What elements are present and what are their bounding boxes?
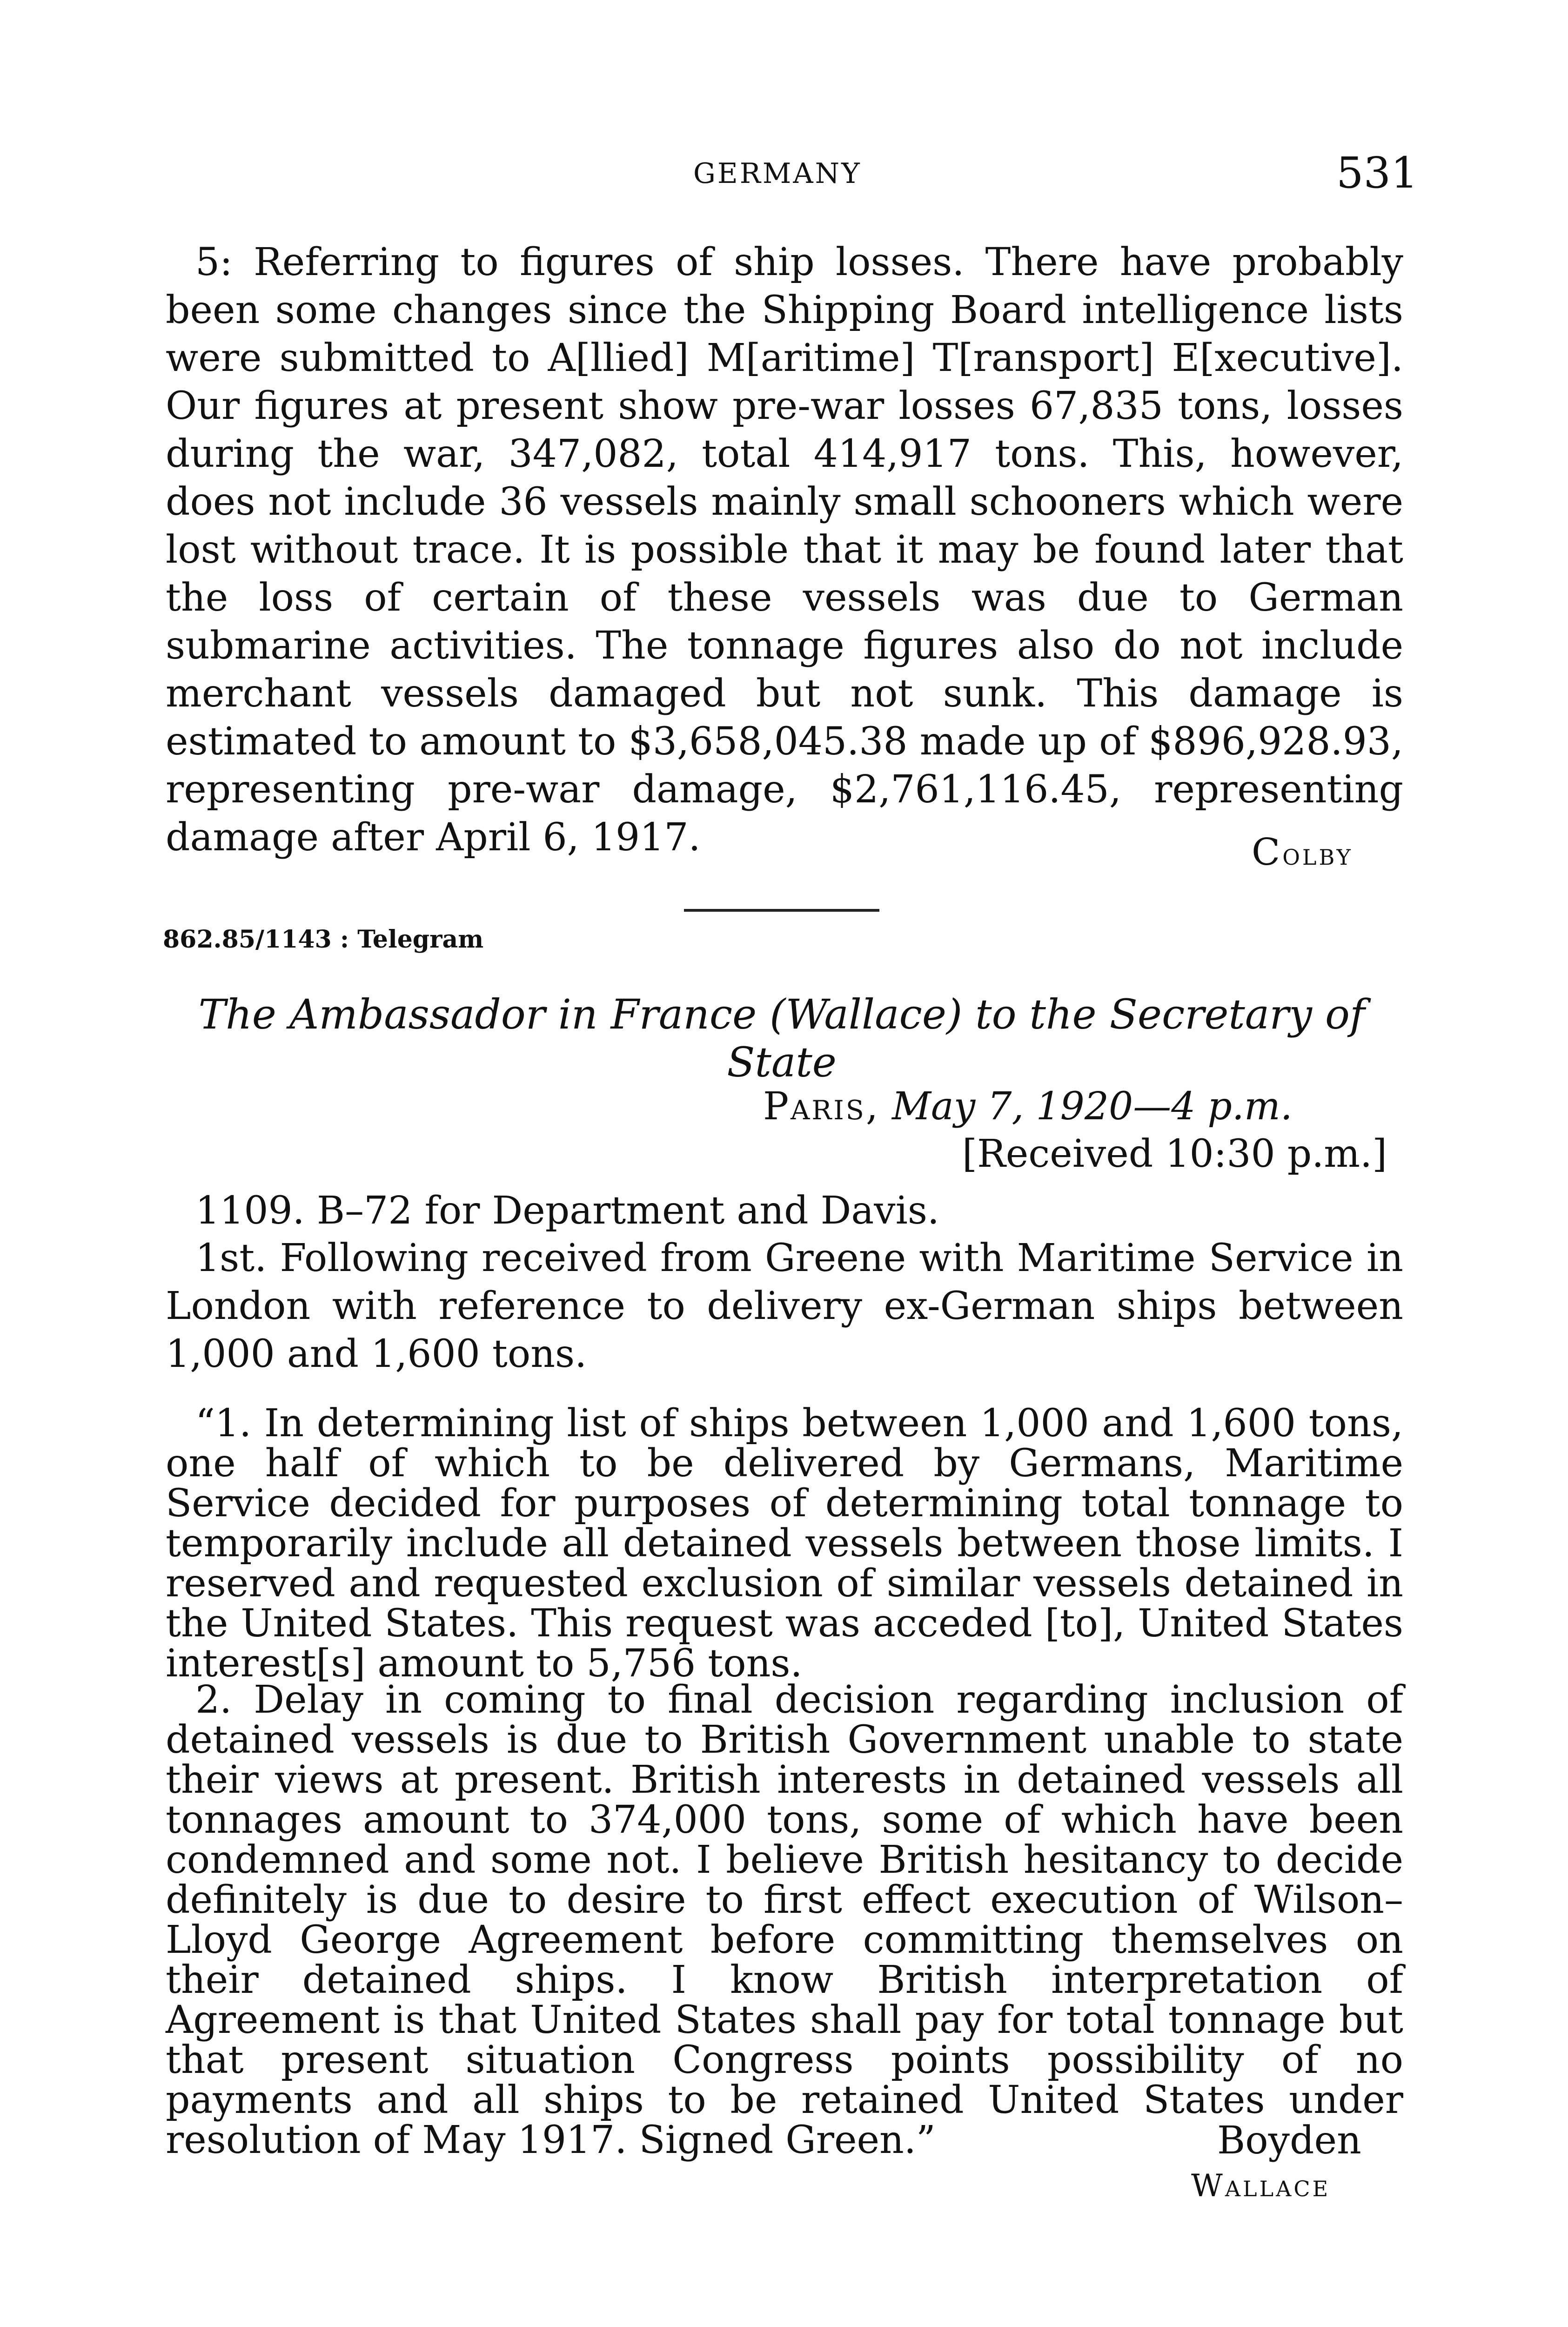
running-head: GERMANY [693, 157, 862, 190]
quote-paragraph-1: “1. In determining list of ships between 1,000 and 1,600 tons, one half of which to be delivered by Germans, Maritime Service decided for purposes of determining total tonnage to temporarily include all detained vessels between those limits. I reserved and requested exclusion of similar vessels detained in the United States. This request was acceded [to], United States interest[s] amount to 5,756 tons. [166, 1401, 1403, 1686]
paragraph-first: 1st. Following received from Greene with Maritime Service in London with reference to delivery ex-German ships between 1,000 and 1,600 tons. [166, 1236, 1403, 1376]
dateline [763, 1084, 1293, 1129]
section-divider [684, 909, 879, 912]
dateline-place: Paris, [763, 1084, 880, 1129]
dateline-received: [Received 10:30 p.m.] [962, 1132, 1387, 1176]
quote-paragraph-2: 2. Delay in coming to final decision regarding inclusion of detained vessels is due to British Government unable to state their views at present. British interests in detained vessels all tonnages amount to 374,000 tons, some of which have been condemned and some not. I believe British hesitancy to decide definitely is due to desire to first effect execution of Wilson–Lloyd George Agreement before committing themselves on their detained ships. I know British interpretation of Agreement is that United States shall pay for total tonnage but that present situation Congress points possibility of no payments and all ships to be retained United States under resolution of May 1917. Signed Green.” [166, 1678, 1403, 2162]
signoff-boyden: Boyden [1217, 2119, 1361, 2163]
dateline-date: May 7, 1920—4 p.m. [891, 1084, 1293, 1129]
signature-colby: Colby [1252, 830, 1353, 874]
signoff-wallace: Wallace [1191, 2168, 1331, 2204]
page-number: 531 [1336, 148, 1418, 198]
file-reference: 862.85/1143 : Telegram [163, 925, 484, 954]
paragraph-telegram-number: 1109. B–72 for Department and Davis. [195, 1189, 939, 1233]
document-heading: The Ambassador in France (Wallace) to the Secretary of State [198, 990, 1365, 1086]
paragraph-ship-losses: 5: Referring to figures of ship losses. There have probably been some changes since the Shipping Board intelligence lists were submitted to A[llied] M[aritime] T[ransport] E[xecutive]. Our figures at present show pre-war losses 67,835 tons, losses during the war, 347,082, total 414,917 tons. This, however, does not include 36 vessels mainly small schooners which were lost without trace. It is possible that it may be found later that the loss of certain of these vessels was due to German submarine activities. The tonnage figures also do not include merchant vessels damaged but not sunk. This damage is estimated to amount to $3,658,045.38 made up of $896,928.93, representing pre-war damage, $2,761,116.45, representing damage after April 6, 1917. [166, 240, 1403, 860]
